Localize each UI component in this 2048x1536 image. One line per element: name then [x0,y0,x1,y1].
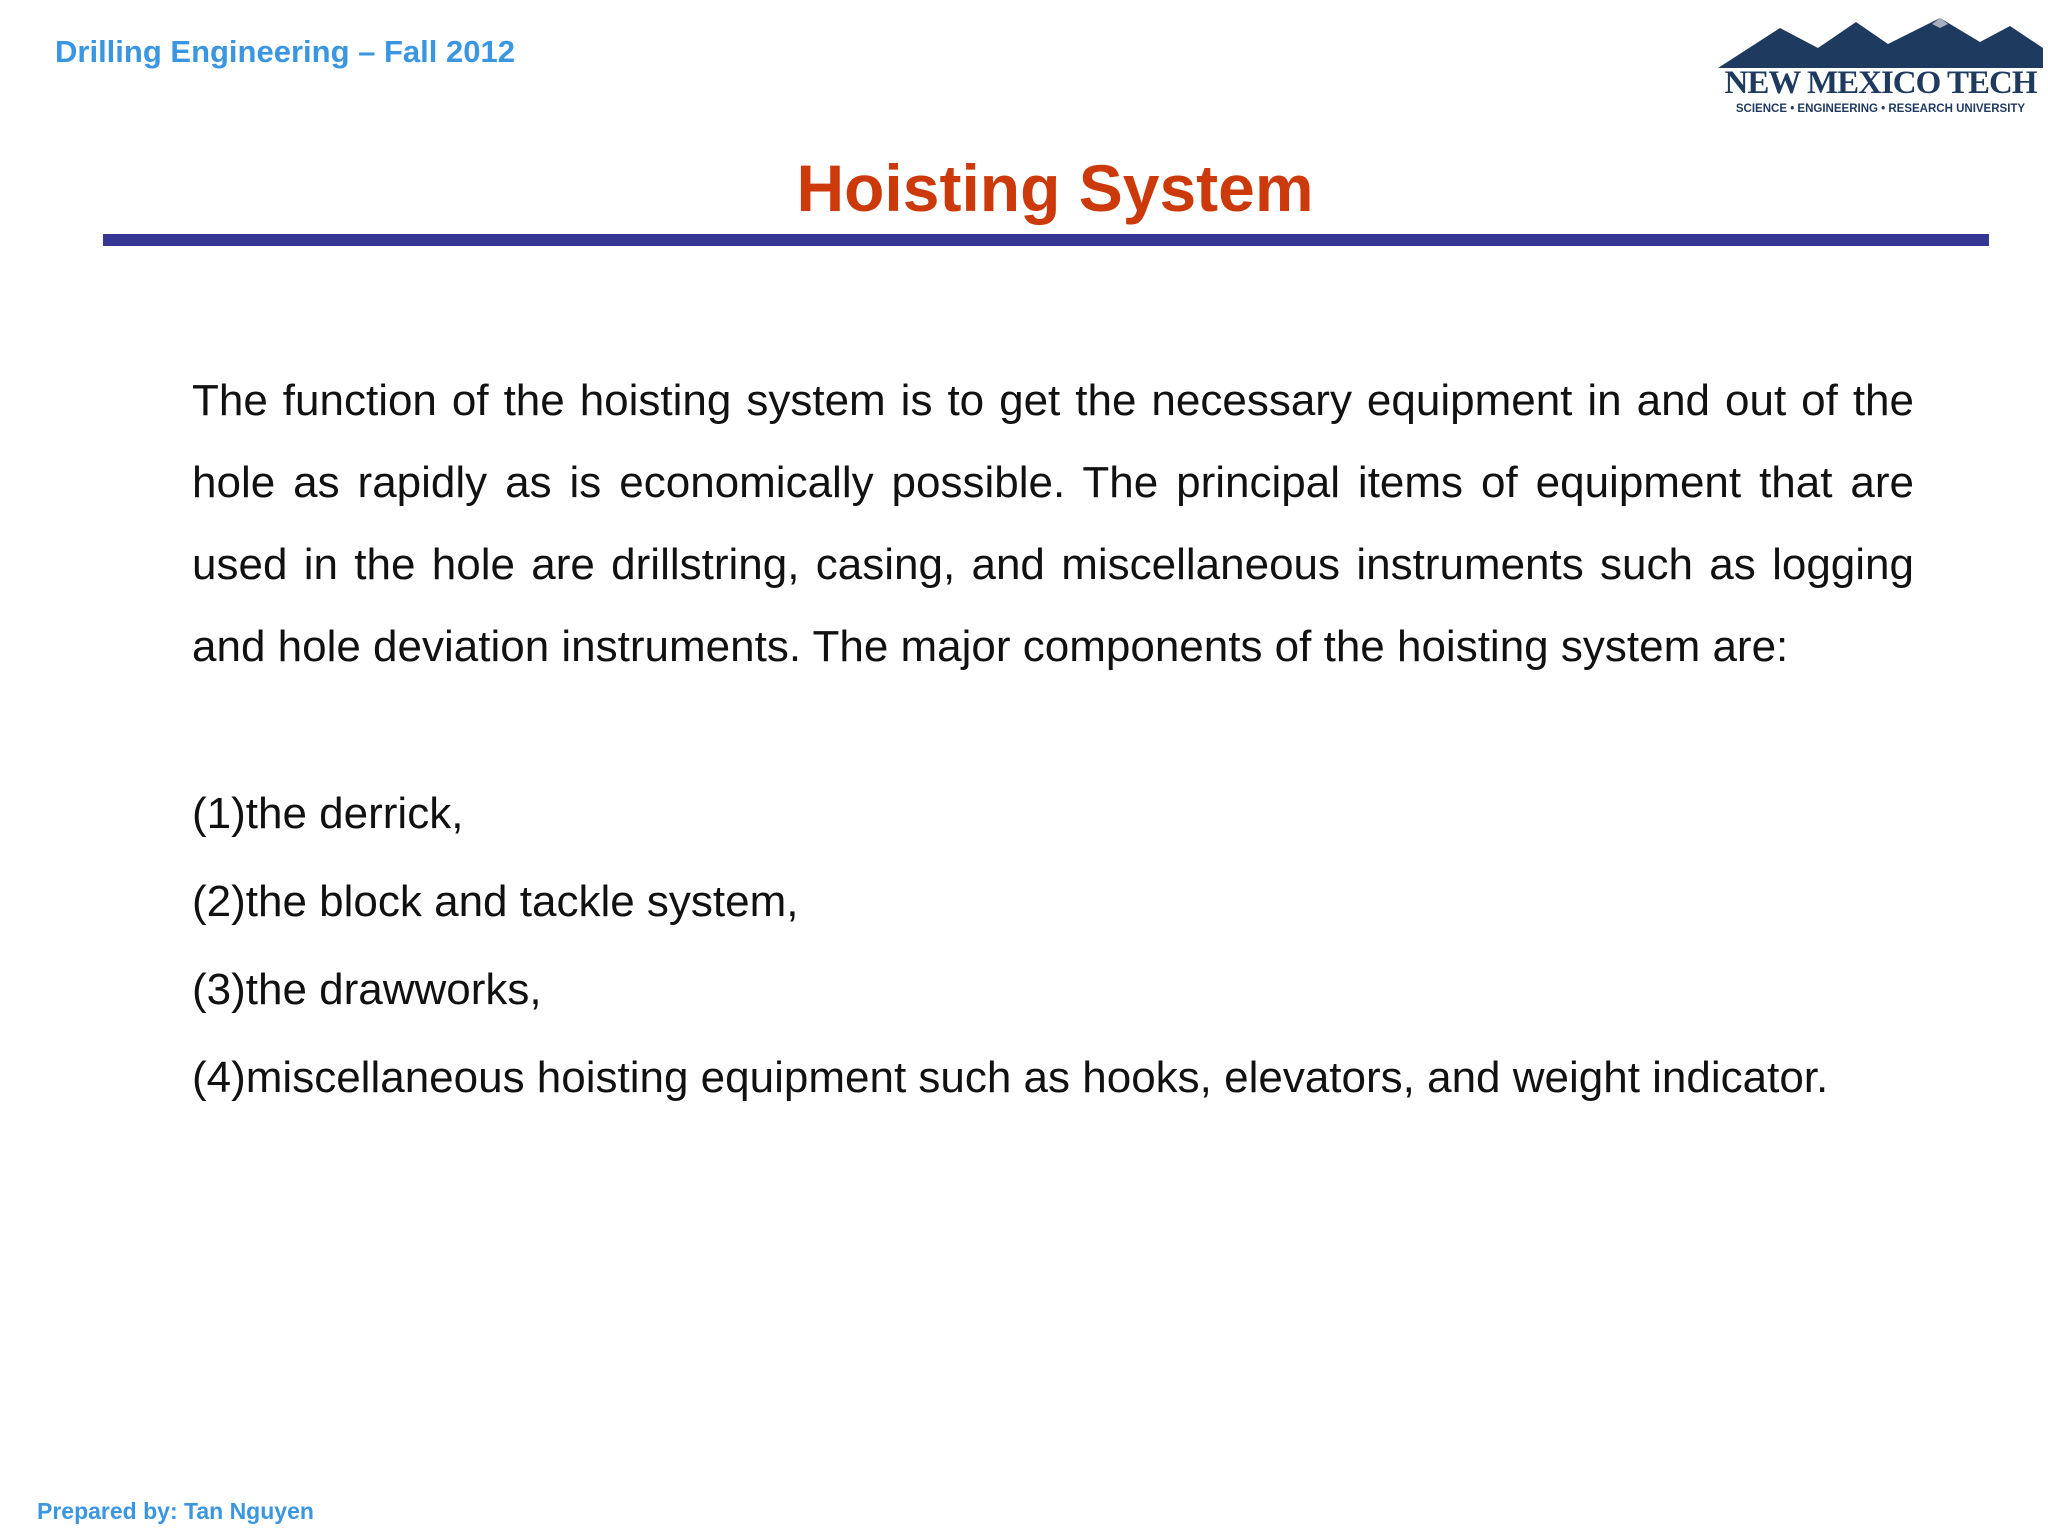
list-item: (4)miscellaneous hoisting equipment such as hooks, elevators, and weight indicator. [192,1053,1829,1102]
list-item: (3)the drawworks, [192,965,542,1014]
slide-title: Hoisting System [796,151,1314,225]
mountain-icon [1718,18,2043,70]
title-divider [103,234,1989,246]
course-header: Drilling Engineering – Fall 2012 [55,34,515,69]
logo-name: NEW MEXICO TECH [1724,65,2037,101]
logo-tagline: SCIENCE • ENGINEERING • RESEARCH UNIVERSITY [1735,103,2026,115]
component-list [192,770,1992,1122]
footer-prepared-by: Prepared by: Tan Nguyen [37,1498,314,1524]
list-item: (2)the block and tackle system, [192,877,799,926]
body-paragraph: The function of the hoisting system is to get the necessary equipment in and out of the hole as rapidly as is economically possible. The principal items of equipment that are used in the hole are drillstring, casing, and miscellaneous instruments such as logging and hole deviation instruments. The major components of the hoisting system are: [192,376,1914,671]
list-item: (1)the derrick, [192,789,464,838]
university-logo [1718,18,2043,123]
